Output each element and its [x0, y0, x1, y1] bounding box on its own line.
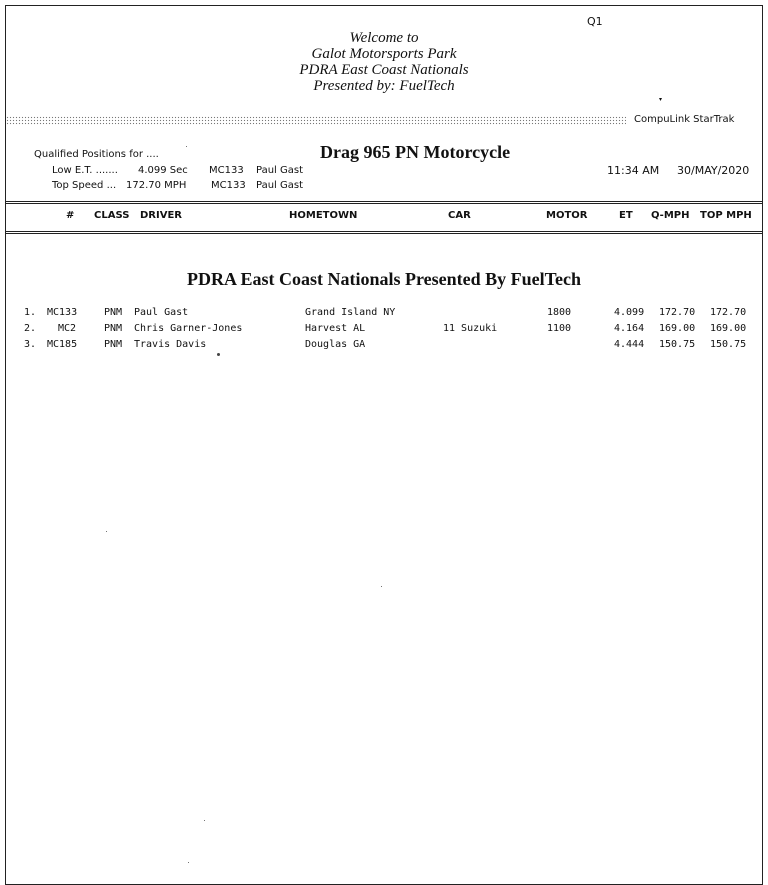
report-title: PDRA East Coast Nationals Presented By FuelTech	[186, 269, 581, 289]
row-topmph: 169.00	[710, 323, 747, 334]
row-qmph: 169.00	[659, 323, 696, 334]
row-hometown: Grand Island NY	[305, 307, 396, 318]
col-header-hometown: HOMETOWN	[289, 210, 358, 221]
low-et-label: Low E.T. .......	[52, 165, 118, 176]
row-class: PNM	[104, 323, 123, 334]
col-header-class: CLASS	[94, 210, 130, 221]
top-speed-value: 172.70 MPH	[126, 180, 187, 191]
page-border	[5, 5, 763, 885]
event-time: 11:34 AM	[607, 164, 660, 177]
divider-line	[6, 203, 762, 204]
row-hometown: Douglas GA	[305, 339, 366, 350]
row-qmph: 150.75	[659, 339, 696, 350]
low-et-value: 4.099 Sec	[138, 165, 188, 176]
row-et: 4.164	[614, 323, 645, 334]
row-et: 4.099	[614, 307, 645, 318]
divider-line	[6, 231, 762, 232]
row-number: MC2	[58, 323, 77, 334]
table-row	[0, 307, 768, 321]
qualified-label: Qualified Positions for ....	[34, 149, 159, 160]
low-et-driver: Paul Gast	[256, 165, 304, 176]
row-qmph: 172.70	[659, 307, 696, 318]
scan-speck	[186, 146, 187, 147]
brand-label: CompuLink StarTrak	[634, 114, 735, 125]
row-car: 11 Suzuki	[443, 323, 498, 334]
row-position: 3.	[24, 339, 37, 350]
row-driver: Chris Garner-Jones	[134, 323, 243, 334]
scan-speck	[381, 586, 382, 587]
welcome-line: Presented by: FuelTech	[313, 78, 455, 94]
col-header-driver: DRIVER	[140, 210, 182, 221]
row-et: 4.444	[614, 339, 645, 350]
row-position: 2.	[24, 323, 37, 334]
row-position: 1.	[24, 307, 37, 318]
scan-speck	[106, 531, 107, 532]
row-topmph: 172.70	[710, 307, 747, 318]
row-driver: Paul Gast	[134, 307, 189, 318]
tick-mark: ▾	[659, 96, 663, 103]
col-header-car: CAR	[448, 210, 471, 221]
top-speed-car: MC133	[211, 180, 246, 191]
col-header-num: #	[66, 210, 75, 221]
row-hometown: Harvest AL	[305, 323, 366, 334]
welcome-line: Galot Motorsports Park	[311, 46, 457, 62]
row-class: PNM	[104, 307, 123, 318]
welcome-line: Welcome to	[349, 30, 419, 46]
row-motor: 1800	[547, 307, 572, 318]
welcome-line: PDRA East Coast Nationals	[299, 62, 469, 78]
event-date: 30/MAY/2020	[677, 164, 750, 177]
col-header-qmph: Q-MPH	[651, 210, 690, 221]
col-header-et: ET	[619, 210, 633, 221]
event-title: Drag 965 PN Motorcycle	[320, 142, 511, 162]
table-row	[0, 323, 768, 337]
row-class: PNM	[104, 339, 123, 350]
table-row	[0, 339, 768, 353]
scan-speck	[204, 820, 205, 821]
top-speed-label: Top Speed ...	[52, 180, 117, 191]
row-topmph: 150.75	[710, 339, 747, 350]
welcome-banner	[0, 30, 768, 94]
round-label: Q1	[587, 15, 603, 28]
row-driver: Travis Davis	[134, 339, 207, 350]
divider-line	[6, 201, 762, 202]
low-et-car: MC133	[209, 165, 244, 176]
scan-speck	[188, 862, 189, 863]
row-motor: 1100	[547, 323, 572, 334]
col-header-topmph: TOP MPH	[700, 210, 752, 221]
row-number: MC185	[47, 339, 78, 350]
col-header-motor: MOTOR	[546, 210, 588, 221]
top-speed-driver: Paul Gast	[256, 180, 304, 191]
row-number: MC133	[47, 307, 78, 318]
scan-speck	[217, 353, 220, 356]
dotted-separator	[6, 116, 626, 125]
divider-line	[6, 233, 762, 234]
